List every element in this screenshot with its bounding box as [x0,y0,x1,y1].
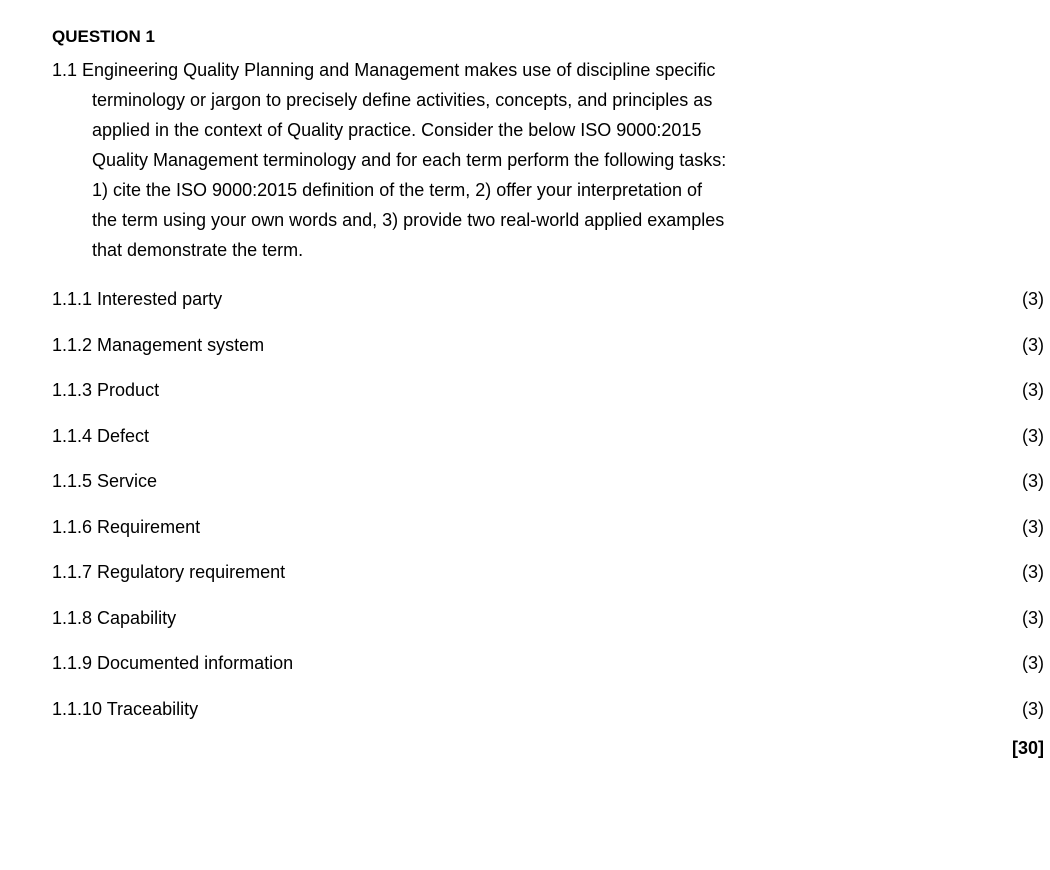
term-marks: (3) [1022,516,1044,537]
intro-line: Quality Management terminology and for each term perform the following tasks: [92,150,727,170]
question-intro [52,55,1044,265]
term-item [52,550,1044,596]
term-marks: (3) [1022,471,1044,492]
total-marks-row [52,732,1044,764]
question-heading: QUESTION 1 [52,27,155,46]
intro-line: applied in the context of Quality practice. Consider the below ISO 9000:2015 [92,120,702,140]
term-item [52,368,1044,414]
term-item [52,596,1044,642]
intro-line: the term using your own words and, 3) provide two real-world applied examples [92,210,725,230]
term-list [52,277,1044,732]
term-item [52,277,1044,323]
term-label: 1.1.10 Traceability [52,698,199,719]
term-item [52,687,1044,733]
term-marks: (3) [1022,562,1044,583]
term-item [52,323,1044,369]
term-item [52,641,1044,687]
term-label: 1.1.7 Regulatory requirement [52,562,286,583]
intro-line: 1.1 Engineering Quality Planning and Management makes use of discipline specific [52,60,716,80]
term-label: 1.1.2 Management system [52,334,265,355]
term-label: 1.1.9 Documented information [52,653,294,674]
term-marks: (3) [1022,380,1044,401]
term-marks: (3) [1022,334,1044,355]
term-marks: (3) [1022,607,1044,628]
term-item [52,505,1044,551]
question-document [52,22,1044,764]
term-label: 1.1.8 Capability [52,607,177,628]
term-marks: (3) [1022,698,1044,719]
term-marks: (3) [1022,653,1044,674]
intro-line: 1) cite the ISO 9000:2015 definition of the term, 2) offer your interpretation of [92,180,703,200]
term-marks: (3) [1022,425,1044,446]
term-label: 1.1.6 Requirement [52,516,201,537]
intro-line: that demonstrate the term. [92,240,304,260]
term-label: 1.1.5 Service [52,471,158,492]
term-label: 1.1.1 Interested party [52,289,223,310]
total-marks: [30] [1011,737,1044,758]
intro-line: terminology or jargon to precisely define activities, concepts, and principles as [92,90,713,110]
term-item [52,414,1044,460]
term-label: 1.1.4 Defect [52,425,150,446]
term-item [52,459,1044,505]
term-marks: (3) [1022,289,1044,310]
term-label: 1.1.3 Product [52,380,160,401]
